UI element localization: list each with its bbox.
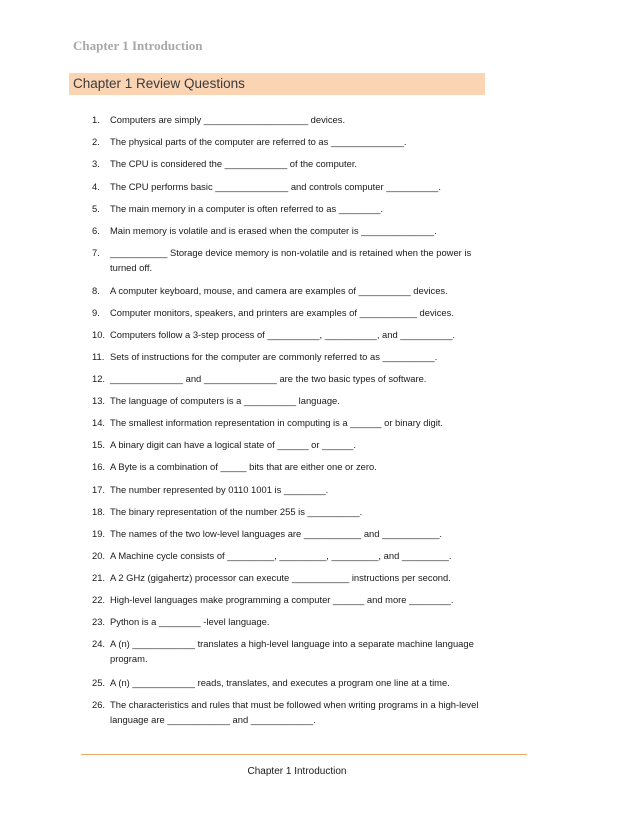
question-text: The names of the two low-level languages are ___________ and ___________. <box>110 528 443 539</box>
question-number: 19. <box>92 528 106 539</box>
question-item <box>92 223 492 238</box>
question-item <box>92 592 492 607</box>
question-text: A binary digit can have a logical state of ______ or ______. <box>110 439 357 450</box>
question-item <box>92 675 492 690</box>
question-item <box>92 201 492 216</box>
question-text: The CPU is considered the ____________ of the computer. <box>110 158 358 169</box>
question-item <box>92 179 492 194</box>
question-text: A (n) ____________ reads, translates, and executes a program one line at a time. <box>110 677 450 688</box>
question-item <box>92 526 492 541</box>
question-number: 16. <box>92 461 106 472</box>
question-text: The number represented by 0110 1001 is ________. <box>110 484 329 495</box>
question-item <box>92 393 492 408</box>
question-text: The CPU performs basic ______________ and controls computer __________. <box>110 181 441 192</box>
question-text: A Machine cycle consists of _________, _________, _________, and _________. <box>110 550 452 561</box>
question-text: A 2 GHz (gigahertz) processor can execute ___________ instructions per second. <box>110 572 451 583</box>
question-item <box>92 349 492 364</box>
question-item <box>92 371 492 386</box>
question-number: 10. <box>92 329 106 340</box>
running-header: Chapter 1 Introduction <box>73 38 203 53</box>
question-number: 5. <box>92 203 100 214</box>
footer-divider <box>81 754 527 755</box>
question-number: 13. <box>92 395 106 406</box>
question-item <box>92 482 492 497</box>
question-number: 26. <box>92 699 106 710</box>
question-item <box>92 459 492 474</box>
question-text: Sets of instructions for the computer are commonly referred to as __________. <box>110 351 438 362</box>
question-text: A (n) ____________ translates a high-level language into a separate machine language program. <box>110 638 477 664</box>
question-text: ___________ Storage device memory is non-volatile and is retained when the power is turned off. <box>110 247 474 273</box>
question-item <box>92 327 492 342</box>
question-number: 2. <box>92 136 100 147</box>
question-item <box>92 156 492 171</box>
question-number: 1. <box>92 114 100 125</box>
question-item <box>92 636 492 666</box>
question-item <box>92 548 492 563</box>
question-text: Computer monitors, speakers, and printers are examples of ___________ devices. <box>110 307 454 318</box>
question-text: A computer keyboard, mouse, and camera are examples of __________ devices. <box>110 285 448 296</box>
question-item <box>92 245 492 275</box>
question-number: 12. <box>92 373 106 384</box>
question-item <box>92 614 492 629</box>
question-number: 18. <box>92 506 106 517</box>
question-text: The binary representation of the number 255 is __________. <box>110 506 363 517</box>
question-item <box>92 697 492 727</box>
question-text: ______________ and ______________ are the two basic types of software. <box>110 373 427 384</box>
question-item <box>92 415 492 430</box>
section-heading: Chapter 1 Review Questions <box>69 73 485 95</box>
question-number: 7. <box>92 247 100 258</box>
question-number: 15. <box>92 439 106 450</box>
question-text: High-level languages make programming a computer ______ and more ________. <box>110 594 454 605</box>
question-number: 23. <box>92 616 106 627</box>
question-number: 25. <box>92 677 106 688</box>
question-item <box>92 134 492 149</box>
question-number: 21. <box>92 572 106 583</box>
question-number: 24. <box>92 638 106 649</box>
question-text: The main memory in a computer is often referred to as ________. <box>110 203 384 214</box>
question-number: 14. <box>92 417 106 428</box>
question-item <box>92 570 492 585</box>
question-item <box>92 112 492 127</box>
question-text: The characteristics and rules that must be followed when writing programs in a high-level language are ____________ and ____________. <box>110 699 482 725</box>
question-text: Python is a ________ -level language. <box>110 616 270 627</box>
question-item <box>92 305 492 320</box>
question-text: Computers are simply ____________________ devices. <box>110 114 346 125</box>
question-number: 17. <box>92 484 106 495</box>
question-item <box>92 504 492 519</box>
question-text: The physical parts of the computer are referred to as ______________. <box>110 136 407 147</box>
question-text: Main memory is volatile and is erased when the computer is ______________. <box>110 225 437 236</box>
question-number: 3. <box>92 158 100 169</box>
question-item <box>92 437 492 452</box>
question-text: A Byte is a combination of _____ bits that are either one or zero. <box>110 461 377 472</box>
question-number: 22. <box>92 594 106 605</box>
question-number: 11. <box>92 351 105 362</box>
question-item <box>92 283 492 298</box>
question-number: 8. <box>92 285 100 296</box>
question-number: 6. <box>92 225 100 236</box>
question-text: Computers follow a 3-step process of __________, __________, and __________. <box>110 329 456 340</box>
question-number: 9. <box>92 307 100 318</box>
question-text: The language of computers is a __________ language. <box>110 395 340 406</box>
question-number: 4. <box>92 181 100 192</box>
question-number: 20. <box>92 550 106 561</box>
question-text: The smallest information representation in computing is a ______ or binary digit. <box>110 417 443 428</box>
running-footer: Chapter 1 Introduction <box>247 766 347 777</box>
